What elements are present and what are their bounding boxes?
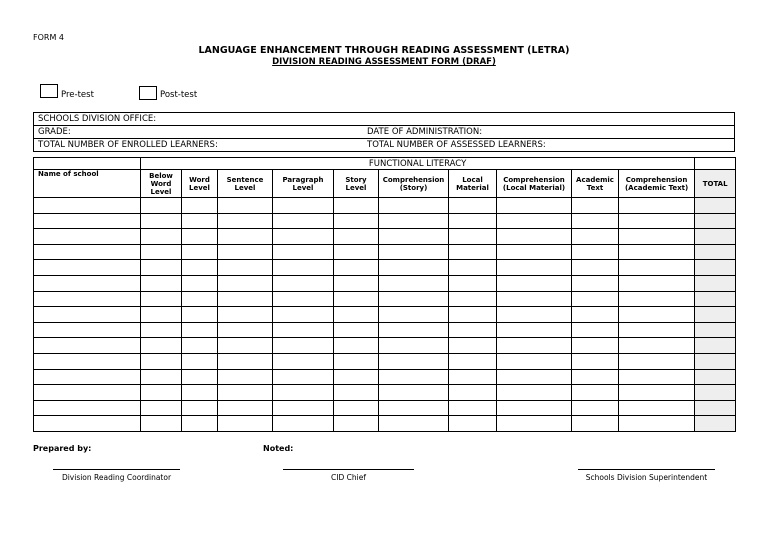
- pre-test-checkbox[interactable]: [40, 84, 58, 98]
- table-cell[interactable]: [273, 291, 334, 307]
- signature-line-coordinator[interactable]: [53, 469, 180, 470]
- table-row: [34, 275, 736, 291]
- table-row: [34, 338, 736, 354]
- schools-division-office-field[interactable]: SCHOOLS DIVISION OFFICE:: [38, 114, 157, 124]
- table-row: [34, 353, 736, 369]
- table-cell[interactable]: [141, 213, 182, 229]
- post-test-checkbox[interactable]: [139, 86, 157, 100]
- school-name-cell[interactable]: [34, 229, 141, 245]
- table-cell[interactable]: [273, 244, 334, 260]
- table-cell[interactable]: [497, 416, 572, 432]
- table-cell[interactable]: [218, 416, 273, 432]
- table-cell[interactable]: [497, 353, 572, 369]
- column-header: Local Material: [449, 170, 497, 198]
- table-cell[interactable]: [141, 307, 182, 323]
- table-row: [34, 229, 736, 245]
- school-name-cell[interactable]: [34, 416, 141, 432]
- table-cell[interactable]: [334, 322, 379, 338]
- table-cell[interactable]: [273, 307, 334, 323]
- table-cell[interactable]: [141, 229, 182, 245]
- table-cell[interactable]: [334, 260, 379, 276]
- table-cell[interactable]: [334, 338, 379, 354]
- table-cell[interactable]: [619, 416, 695, 432]
- column-header: Comprehension (Story): [379, 170, 449, 198]
- table-cell[interactable]: [572, 385, 619, 401]
- table-cell[interactable]: [182, 260, 218, 276]
- data-rows: [34, 198, 736, 432]
- table-cell[interactable]: [619, 213, 695, 229]
- info-block: [33, 112, 735, 152]
- table-cell[interactable]: [572, 369, 619, 385]
- table-cell[interactable]: [218, 338, 273, 354]
- table-row: [34, 385, 736, 401]
- school-name-cell[interactable]: [34, 244, 141, 260]
- table-cell[interactable]: [273, 400, 334, 416]
- table-cell[interactable]: [379, 275, 449, 291]
- table-cell[interactable]: [619, 400, 695, 416]
- school-name-cell[interactable]: [34, 400, 141, 416]
- group-header-blank: [34, 158, 141, 170]
- table-cell[interactable]: [497, 213, 572, 229]
- table-cell[interactable]: [218, 353, 273, 369]
- school-name-cell[interactable]: [34, 260, 141, 276]
- table-cell[interactable]: [379, 338, 449, 354]
- table-cell[interactable]: [449, 353, 497, 369]
- table-cell[interactable]: [334, 198, 379, 214]
- total-cell[interactable]: [695, 229, 736, 245]
- group-header-blank-total: [695, 158, 736, 170]
- table-cell[interactable]: [379, 353, 449, 369]
- table-cell[interactable]: [497, 198, 572, 214]
- table-cell[interactable]: [379, 307, 449, 323]
- table-cell[interactable]: [449, 229, 497, 245]
- table-cell[interactable]: [182, 338, 218, 354]
- table-row: [34, 291, 736, 307]
- table-cell[interactable]: [619, 244, 695, 260]
- table-cell[interactable]: [273, 322, 334, 338]
- assessed-learners-field[interactable]: TOTAL NUMBER OF ASSESSED LEARNERS:: [367, 140, 546, 150]
- table-cell[interactable]: [182, 229, 218, 245]
- column-header: Word Level: [182, 170, 218, 198]
- table-cell[interactable]: [619, 291, 695, 307]
- table-cell[interactable]: [449, 291, 497, 307]
- signatory-cid-chief: CID Chief: [331, 473, 366, 482]
- table-cell[interactable]: [182, 244, 218, 260]
- prepared-by-label: Prepared by:: [33, 444, 92, 453]
- table-cell[interactable]: [497, 291, 572, 307]
- signature-line-cid-chief[interactable]: [283, 469, 414, 470]
- table-cell[interactable]: [182, 307, 218, 323]
- table-cell[interactable]: [334, 353, 379, 369]
- table-cell[interactable]: [449, 275, 497, 291]
- table-cell[interactable]: [273, 198, 334, 214]
- table-cell[interactable]: [379, 369, 449, 385]
- table-cell[interactable]: [379, 244, 449, 260]
- table-cell[interactable]: [619, 198, 695, 214]
- table-cell[interactable]: [273, 260, 334, 276]
- total-cell[interactable]: [695, 291, 736, 307]
- total-cell[interactable]: [695, 322, 736, 338]
- table-cell[interactable]: [619, 322, 695, 338]
- table-cell[interactable]: [334, 229, 379, 245]
- table-cell[interactable]: [497, 385, 572, 401]
- table-cell[interactable]: [141, 291, 182, 307]
- total-cell[interactable]: [695, 385, 736, 401]
- total-cell[interactable]: [695, 260, 736, 276]
- table-cell[interactable]: [449, 307, 497, 323]
- table-cell[interactable]: [218, 307, 273, 323]
- column-header: Paragraph Level: [273, 170, 334, 198]
- table-cell[interactable]: [572, 198, 619, 214]
- name-of-school-header: Name of school: [34, 170, 141, 198]
- info-row-division: [34, 113, 734, 126]
- table-cell[interactable]: [141, 322, 182, 338]
- table-cell[interactable]: [273, 385, 334, 401]
- table-cell[interactable]: [449, 369, 497, 385]
- table-cell[interactable]: [218, 229, 273, 245]
- table-cell[interactable]: [449, 244, 497, 260]
- table-cell[interactable]: [572, 291, 619, 307]
- table-cell[interactable]: [273, 213, 334, 229]
- table-cell[interactable]: [572, 229, 619, 245]
- table-cell[interactable]: [379, 229, 449, 245]
- column-header: Comprehension (Local Material): [497, 170, 572, 198]
- table-cell[interactable]: [182, 400, 218, 416]
- table-cell[interactable]: [182, 369, 218, 385]
- school-name-cell[interactable]: [34, 385, 141, 401]
- school-name-cell[interactable]: [34, 307, 141, 323]
- table-cell[interactable]: [619, 260, 695, 276]
- pre-test-label: Pre-test: [61, 90, 94, 100]
- table-cell[interactable]: [334, 385, 379, 401]
- table-cell[interactable]: [497, 322, 572, 338]
- assessment-table: [33, 157, 736, 432]
- table-cell[interactable]: [497, 369, 572, 385]
- table-row: [34, 213, 736, 229]
- table-cell[interactable]: [619, 307, 695, 323]
- table-cell[interactable]: [449, 338, 497, 354]
- table-cell[interactable]: [273, 353, 334, 369]
- form-title: LANGUAGE ENHANCEMENT THROUGH READING ASSESSMENT (LETRA): [198, 45, 570, 56]
- school-name-cell[interactable]: [34, 369, 141, 385]
- table-row: [34, 322, 736, 338]
- table-cell[interactable]: [218, 275, 273, 291]
- table-row: [34, 198, 736, 214]
- table-cell[interactable]: [449, 322, 497, 338]
- table-cell[interactable]: [379, 198, 449, 214]
- table-row: [34, 400, 736, 416]
- functional-literacy-header: FUNCTIONAL LITERACY: [141, 158, 695, 170]
- table-cell[interactable]: [379, 213, 449, 229]
- table-cell[interactable]: [572, 260, 619, 276]
- table-cell[interactable]: [218, 369, 273, 385]
- table-cell[interactable]: [619, 385, 695, 401]
- noted-label: Noted:: [263, 444, 294, 453]
- table-cell[interactable]: [449, 260, 497, 276]
- table-cell[interactable]: [182, 416, 218, 432]
- table-cell[interactable]: [379, 385, 449, 401]
- total-cell[interactable]: [695, 416, 736, 432]
- table-cell[interactable]: [334, 291, 379, 307]
- school-name-cell[interactable]: [34, 275, 141, 291]
- date-of-administration-field[interactable]: DATE OF ADMINISTRATION:: [367, 127, 483, 137]
- column-header: Comprehension (Academic Text): [619, 170, 695, 198]
- table-cell[interactable]: [141, 369, 182, 385]
- school-name-cell[interactable]: [34, 322, 141, 338]
- table-cell[interactable]: [497, 338, 572, 354]
- table-row: [34, 260, 736, 276]
- total-cell[interactable]: [695, 338, 736, 354]
- total-cell[interactable]: [695, 198, 736, 214]
- table-row: [34, 416, 736, 432]
- table-cell[interactable]: [218, 213, 273, 229]
- table-cell[interactable]: [182, 385, 218, 401]
- table-cell[interactable]: [379, 322, 449, 338]
- table-cell[interactable]: [334, 307, 379, 323]
- total-cell[interactable]: [695, 275, 736, 291]
- table-cell[interactable]: [182, 291, 218, 307]
- table-cell[interactable]: [497, 400, 572, 416]
- table-cell[interactable]: [334, 275, 379, 291]
- total-cell[interactable]: [695, 213, 736, 229]
- table-cell[interactable]: [449, 416, 497, 432]
- table-cell[interactable]: [334, 416, 379, 432]
- signature-line-superintendent[interactable]: [578, 469, 715, 470]
- table-cell[interactable]: [497, 275, 572, 291]
- table-cell[interactable]: [141, 260, 182, 276]
- table-cell[interactable]: [273, 369, 334, 385]
- table-cell[interactable]: [379, 400, 449, 416]
- table-cell[interactable]: [218, 244, 273, 260]
- total-cell[interactable]: [695, 369, 736, 385]
- table-cell[interactable]: [141, 244, 182, 260]
- total-cell[interactable]: [695, 400, 736, 416]
- form-number: FORM 4: [33, 33, 64, 42]
- enrolled-learners-field[interactable]: TOTAL NUMBER OF ENROLLED LEARNERS:: [38, 140, 218, 150]
- table-cell[interactable]: [619, 338, 695, 354]
- signatory-coordinator: Division Reading Coordinator: [61, 473, 172, 482]
- table-cell[interactable]: [218, 400, 273, 416]
- table-cell[interactable]: [572, 416, 619, 432]
- form-subtitle: DIVISION READING ASSESSMENT FORM (DRAF): [272, 57, 496, 67]
- table-cell[interactable]: [141, 385, 182, 401]
- table-cell[interactable]: [141, 400, 182, 416]
- signatory-superintendent: Schools Division Superintendent: [585, 473, 708, 482]
- info-row-learners: [34, 139, 734, 151]
- school-name-cell[interactable]: [34, 198, 141, 214]
- table-cell[interactable]: [334, 244, 379, 260]
- table-cell[interactable]: [572, 338, 619, 354]
- table-cell[interactable]: [379, 260, 449, 276]
- table-cell[interactable]: [182, 275, 218, 291]
- table-cell[interactable]: [141, 275, 182, 291]
- table-cell[interactable]: [273, 338, 334, 354]
- table-cell[interactable]: [141, 416, 182, 432]
- column-header-row: [34, 170, 736, 198]
- table-cell[interactable]: [218, 322, 273, 338]
- table-cell[interactable]: [273, 416, 334, 432]
- table-cell[interactable]: [182, 353, 218, 369]
- table-cell[interactable]: [182, 322, 218, 338]
- group-header-row: [34, 158, 736, 170]
- table-cell[interactable]: [218, 260, 273, 276]
- table-cell[interactable]: [334, 400, 379, 416]
- table-cell[interactable]: [572, 307, 619, 323]
- table-cell[interactable]: [218, 385, 273, 401]
- school-name-cell[interactable]: [34, 353, 141, 369]
- total-header: TOTAL: [695, 170, 736, 198]
- table-cell[interactable]: [497, 229, 572, 245]
- table-cell[interactable]: [619, 229, 695, 245]
- info-row-grade: [34, 126, 734, 139]
- total-cell[interactable]: [695, 353, 736, 369]
- table-cell[interactable]: [449, 213, 497, 229]
- table-cell[interactable]: [182, 213, 218, 229]
- table-row: [34, 307, 736, 323]
- table-cell[interactable]: [449, 198, 497, 214]
- school-name-cell[interactable]: [34, 291, 141, 307]
- table-cell[interactable]: [572, 353, 619, 369]
- table-cell[interactable]: [572, 213, 619, 229]
- column-header: Below Word Level: [141, 170, 182, 198]
- table-cell[interactable]: [572, 322, 619, 338]
- table-cell[interactable]: [449, 385, 497, 401]
- table-cell[interactable]: [449, 400, 497, 416]
- table-cell[interactable]: [572, 244, 619, 260]
- column-header: Story Level: [334, 170, 379, 198]
- table-cell[interactable]: [273, 229, 334, 245]
- table-cell[interactable]: [273, 275, 334, 291]
- table-cell[interactable]: [497, 260, 572, 276]
- total-cell[interactable]: [695, 307, 736, 323]
- school-name-cell[interactable]: [34, 213, 141, 229]
- column-header: Academic Text: [572, 170, 619, 198]
- table-cell[interactable]: [218, 291, 273, 307]
- post-test-label: Post-test: [160, 90, 198, 100]
- table-cell[interactable]: [497, 307, 572, 323]
- table-cell[interactable]: [334, 369, 379, 385]
- table-cell[interactable]: [379, 291, 449, 307]
- table-cell[interactable]: [572, 400, 619, 416]
- table-cell[interactable]: [619, 353, 695, 369]
- table-row: [34, 244, 736, 260]
- table-cell[interactable]: [218, 198, 273, 214]
- table-cell[interactable]: [619, 369, 695, 385]
- total-cell[interactable]: [695, 244, 736, 260]
- table-cell[interactable]: [141, 198, 182, 214]
- table-cell[interactable]: [379, 416, 449, 432]
- table-row: [34, 369, 736, 385]
- table-cell[interactable]: [182, 198, 218, 214]
- table-cell[interactable]: [572, 275, 619, 291]
- table-cell[interactable]: [334, 213, 379, 229]
- table-cell[interactable]: [141, 353, 182, 369]
- table-cell[interactable]: [141, 338, 182, 354]
- grade-field[interactable]: GRADE:: [38, 127, 71, 137]
- column-header: Sentence Level: [218, 170, 273, 198]
- school-name-cell[interactable]: [34, 338, 141, 354]
- table-cell[interactable]: [497, 244, 572, 260]
- table-cell[interactable]: [619, 275, 695, 291]
